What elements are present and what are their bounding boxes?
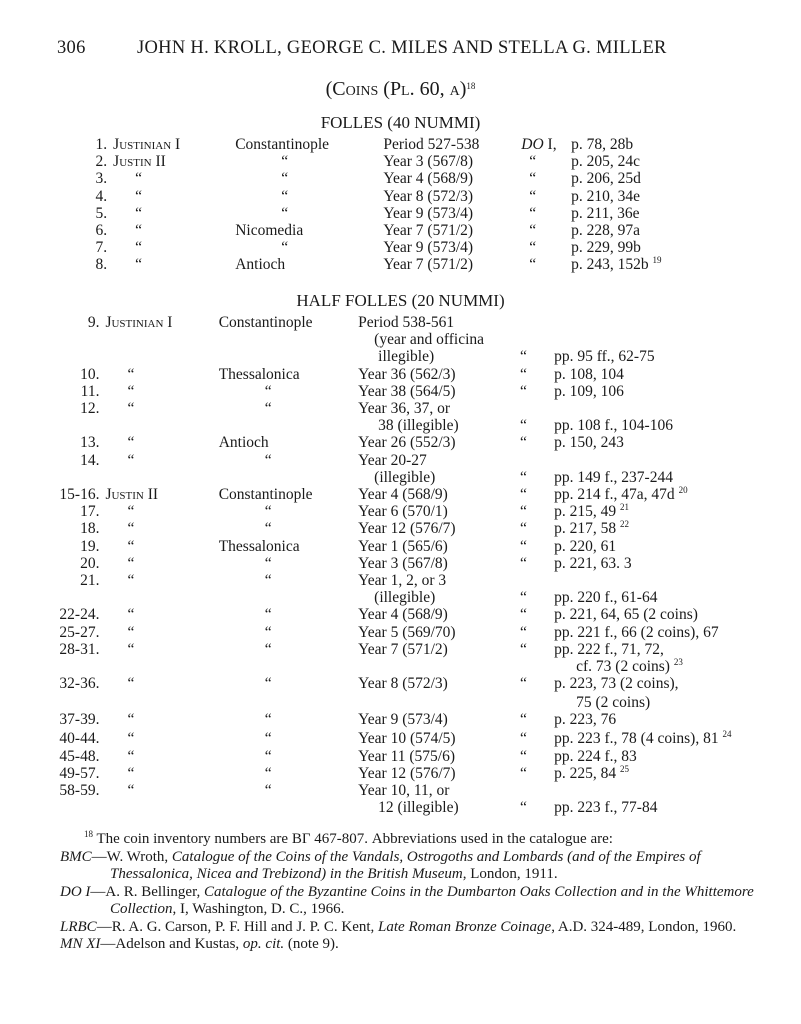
footnote-entry: DO I—A. R. Bellinger, Catalogue of the Byzantine Coins in the Dumbarton Oaks Collection and in the Whittemore Collection, I, Washington, D. C., 1966.: [60, 883, 754, 917]
date-cell: illegible): [378, 348, 435, 366]
page-cell: cf. 73 (2 coins) $^{23}$: [576, 657, 683, 676]
ruler-cell: “: [127, 747, 135, 765]
ruler-cell: [105, 799, 218, 816]
date-cell: Year 11 (575/6): [358, 747, 456, 765]
mint-cell: “: [264, 711, 272, 729]
date-cell: Year 20-27: [358, 451, 427, 469]
ruler-cell: “: [127, 606, 135, 624]
coin-number: 32-36.: [59, 675, 100, 693]
date-cell: Year 8 (572/3): [383, 187, 474, 205]
date-cell: Year 3 (567/8): [383, 153, 474, 171]
ruler-cell: “: [135, 239, 143, 257]
ruler-cell: “: [135, 222, 143, 240]
table-row: [0, 331, 801, 348]
date-cell: Year 4 (568/9): [358, 606, 448, 624]
mint-cell: “: [264, 554, 272, 572]
ruler-cell: “: [127, 730, 135, 748]
ruler-cell: “: [127, 537, 135, 555]
table-row: [0, 256, 801, 273]
page-cell: p. 108, 104: [554, 365, 624, 383]
mint-cell: “: [264, 382, 272, 400]
footnotes: [60, 831, 760, 954]
date-cell: Year 12 (576/7): [358, 764, 456, 782]
page-cell: [554, 572, 801, 589]
coin-number: 12.: [80, 400, 100, 418]
mint-cell: “: [281, 204, 289, 222]
date-cell: Year 10 (574/5): [358, 730, 456, 748]
reference-cell: “: [529, 187, 537, 205]
ruler-cell: “: [127, 520, 135, 538]
table-row: [0, 730, 801, 747]
abbreviation: BMC: [60, 848, 92, 865]
coin-number: 37-39.: [59, 711, 100, 729]
table-row: [0, 711, 801, 730]
page-cell: [554, 452, 801, 469]
footnote-ref: 25: [620, 763, 630, 774]
coin-number: 10.: [80, 365, 100, 383]
date-cell: Year 1, 2, or 3: [358, 572, 447, 590]
date-cell: Year 9 (573/4): [383, 204, 474, 222]
page-cell: p. 217, 58 $^{22}$: [554, 519, 630, 538]
page-cell: p. 220, 61: [554, 537, 617, 555]
reference-cell: “: [520, 365, 527, 383]
ruler-cell: “: [127, 675, 135, 693]
page-cell: [554, 314, 801, 331]
mint-cell: Thessalonica: [218, 365, 300, 383]
coin-number: 15-16.: [59, 486, 100, 504]
coin-number: 14.: [80, 451, 100, 469]
mint-cell: Antioch: [235, 256, 286, 274]
mint-cell: “: [264, 730, 272, 748]
table-row: [0, 641, 801, 658]
coin-number: 22-24.: [59, 606, 100, 624]
page-cell: p. 223, 76: [554, 711, 617, 729]
table-row: [0, 348, 801, 365]
coin-number: 4.: [95, 187, 108, 205]
mint-cell: [219, 348, 358, 365]
mint-cell: “: [264, 400, 272, 418]
coin-number: 25-27.: [59, 623, 100, 641]
mint-cell: “: [281, 187, 289, 205]
date-cell: Year 6 (570/1): [358, 503, 448, 521]
ruler-cell: “: [127, 434, 135, 452]
page-cell: p. 221, 63. 3: [554, 554, 632, 572]
coin-number: 49-57.: [59, 764, 100, 782]
coin-number: [0, 331, 105, 348]
reference-cell: [512, 331, 554, 348]
page-cell: p. 210, 34e: [571, 187, 641, 205]
page-cell: pp. 149 f., 237-244: [554, 468, 673, 486]
mint-cell: [219, 589, 358, 606]
table-row: [0, 417, 801, 434]
table-row: [0, 658, 801, 675]
reference-cell: “: [520, 554, 527, 572]
table-row: [0, 503, 801, 520]
reference-cell: “: [529, 153, 537, 171]
ruler-cell: “: [135, 204, 143, 222]
mint-cell: [219, 469, 358, 486]
footnote-ref: 19: [652, 255, 662, 266]
reference-cell: “: [520, 417, 527, 435]
coin-number: [0, 469, 105, 486]
table-row: [0, 188, 801, 205]
footnote-ref: 24: [722, 729, 732, 740]
reference-cell: “: [520, 623, 527, 641]
table-row: [0, 799, 801, 816]
ruler-cell: “: [127, 451, 135, 469]
reference-abbr: DO: [521, 136, 544, 153]
ruler-cell: “: [127, 365, 135, 383]
date-cell: Year 7 (571/2): [383, 222, 474, 240]
coin-number: 20.: [80, 554, 100, 572]
reference-cell: [512, 400, 554, 417]
reference-cell: “: [520, 640, 527, 658]
mint-cell: “: [264, 764, 272, 782]
page-cell: pp. 108 f., 104-106: [554, 417, 673, 435]
ruler-cell: [105, 694, 218, 711]
reference-cell: “: [520, 348, 527, 366]
table-row: [0, 469, 801, 486]
ruler-cell: [105, 348, 218, 365]
reference-cell: “: [520, 486, 527, 504]
mint-cell: “: [264, 747, 272, 765]
date-cell: Year 12 (576/7): [358, 520, 456, 538]
page-cell: pp. 220 f., 61-64: [554, 589, 658, 607]
table-row: [0, 452, 801, 469]
table-row: [0, 572, 801, 589]
page-cell: pp. 214 f., 47a, 47d $^{20}$: [554, 485, 688, 504]
footnote-ref: 22: [620, 519, 630, 530]
table-row: [0, 366, 801, 383]
date-cell: 38 (illegible): [378, 417, 459, 435]
date-cell: 12 (illegible): [378, 799, 459, 817]
ruler-cell: “: [127, 711, 135, 729]
date-cell: Year 4 (568/9): [383, 170, 474, 188]
table-row: [0, 434, 801, 451]
ruler-cell: “: [127, 572, 135, 590]
footnote-entries: [60, 849, 760, 954]
date-cell: Year 8 (572/3): [358, 675, 448, 693]
reference-cell: “: [529, 170, 537, 188]
reference-cell: “: [520, 711, 527, 729]
section-title-text: (Coins (Pl. 60, a): [325, 78, 467, 100]
coin-number: 17.: [80, 503, 100, 521]
ruler-cell: Justin II: [105, 486, 159, 504]
date-cell: Year 5 (569/70): [358, 623, 456, 641]
mint-cell: Thessalonica: [218, 537, 300, 555]
work-title: Catalogue of the Byzantine Coins in the Dumbarton Oaks Collection and in the Whittemore Collection: [110, 883, 754, 917]
reference-cell: “: [520, 730, 527, 748]
reference-cell: “: [520, 799, 527, 817]
reference-cell: “: [520, 520, 527, 538]
footnote-intro: $^{18}$ The coin inventory numbers are ΒΓ 467-807. Abbreviations used in the catalogue are:: [84, 829, 613, 847]
date-cell: Year 26 (552/3): [358, 434, 456, 452]
ruler-cell: Justin II: [113, 153, 166, 171]
mint-cell: “: [264, 782, 272, 800]
footnote-entry: BMC—W. Wroth, Catalogue of the Coins of the Vandals, Ostrogoths and Lombards (and of the Empires of Thessalonica, Nicea and Trebizond) in the British Museum, London, 1911.: [60, 848, 701, 882]
coin-number: 45-48.: [59, 747, 100, 765]
table-row: [0, 748, 801, 765]
coin-number: 40-44.: [59, 730, 100, 748]
page-cell: p. 228, 97a: [571, 222, 641, 240]
date-cell: Year 1 (565/6): [358, 537, 448, 555]
reference-cell: “: [529, 222, 537, 240]
page-cell: pp. 224 f., 83: [554, 747, 637, 765]
table-row: [0, 589, 801, 606]
table-row: [0, 153, 801, 170]
ruler-cell: [105, 331, 218, 348]
ruler-cell: [105, 417, 218, 434]
reference-cell: “: [520, 382, 527, 400]
coin-number: [0, 417, 105, 434]
table-row: [0, 222, 801, 239]
coin-number: [0, 589, 105, 606]
date-cell: Year 36 (562/3): [358, 365, 456, 383]
ruler-cell: “: [127, 400, 135, 418]
reference-cell: [512, 314, 554, 331]
mint-cell: Constantinople: [218, 486, 313, 504]
date-cell: Year 38 (564/5): [358, 382, 456, 400]
table-row: [0, 400, 801, 417]
mint-cell: “: [281, 239, 289, 257]
table-row: [0, 555, 801, 572]
mint-cell: [219, 331, 358, 348]
page-cell: pp. 223 f., 78 (4 coins), 81 $^{24}$: [554, 729, 732, 748]
reference-cell: “: [520, 434, 527, 452]
reference-cell: “: [520, 606, 527, 624]
reference-cell: [512, 782, 554, 799]
page-cell: pp. 223 f., 77-84: [554, 799, 658, 817]
ruler-cell: “: [127, 382, 135, 400]
page-cell: pp. 221 f., 66 (2 coins), 67: [554, 623, 719, 641]
mint-cell: [219, 799, 358, 816]
date-cell: Year 3 (567/8): [358, 554, 448, 572]
date-cell: Year 9 (573/4): [358, 711, 448, 729]
half-folles-heading: HALF FOLLES (20 NUMMI): [296, 291, 505, 310]
page-cell: p. 221, 64, 65 (2 coins): [554, 606, 698, 624]
table-row: [0, 383, 801, 400]
table-row: [0, 170, 801, 187]
reference-cell: “: [529, 204, 537, 222]
running-head: JOHN H. KROLL, GEORGE C. MILES AND STELLA G. MILLER: [137, 38, 667, 58]
page-number: 306: [57, 38, 86, 58]
date-cell: (illegible): [374, 468, 436, 486]
coin-number: 28-31.: [59, 640, 100, 658]
ruler-cell: [105, 469, 218, 486]
page-cell: p. 205, 24c: [571, 153, 641, 171]
table-row: [0, 205, 801, 222]
table-row: [0, 694, 801, 711]
mint-cell: Constantinople: [218, 314, 313, 331]
table-row: [0, 765, 801, 782]
date-cell: [358, 658, 512, 675]
work-title: Late Roman Bronze Coinage: [378, 918, 552, 935]
folles-table: [0, 136, 801, 274]
mint-cell: “: [264, 520, 272, 538]
ruler-cell: “: [127, 623, 135, 641]
table-row: [0, 675, 801, 694]
table-row: [0, 624, 801, 641]
reference-cell: “: [520, 503, 527, 521]
page-cell: p. 211, 36e: [571, 204, 640, 222]
reference-cell: “: [529, 239, 537, 257]
coin-number: 6.: [95, 222, 108, 240]
page-cell: p. 109, 106: [554, 382, 624, 400]
table-row: [0, 520, 801, 537]
ruler-cell: [105, 658, 218, 675]
coin-number: 5.: [95, 204, 108, 222]
page-cell: p. 223, 73 (2 coins),: [554, 675, 679, 693]
page-cell: p. 243, 152b $^{19}$: [571, 255, 662, 274]
page-cell: 75 (2 coins): [576, 694, 651, 712]
ruler-cell: “: [127, 640, 135, 658]
coin-number: 19.: [80, 537, 100, 555]
mint-cell: “: [264, 503, 272, 521]
abbreviation: MN XI: [60, 936, 101, 952]
coin-number: [0, 658, 105, 675]
reference-cell: [512, 658, 554, 675]
footnote-entry: LRBC—R. A. G. Carson, P. F. Hill and J. P. C. Kent, Late Roman Bronze Coinage, A.D. 324-489, London, 1960.: [60, 918, 737, 935]
date-cell: Period 527-538: [383, 136, 480, 153]
table-row: [0, 486, 801, 503]
date-cell: Year 9 (573/4): [383, 239, 474, 257]
mint-cell: [219, 417, 358, 434]
coin-number: 21.: [80, 572, 100, 590]
reference-cell: “: [520, 675, 527, 693]
table-row: [0, 606, 801, 623]
section-title: [0, 78, 801, 101]
coin-number: 7.: [95, 239, 108, 257]
coin-number: 1.: [95, 136, 108, 153]
reference-cell: [512, 694, 554, 711]
coin-number: 11.: [80, 382, 100, 400]
work-title: op. cit.: [242, 936, 285, 952]
page-cell: p. 229, 99b: [571, 239, 641, 257]
coin-number: 2.: [95, 153, 108, 171]
table-row: [0, 136, 801, 153]
mint-cell: [219, 658, 358, 675]
mint-cell: “: [264, 606, 272, 624]
page-cell: [554, 782, 801, 799]
ruler-cell: “: [127, 782, 135, 800]
table-row: [0, 239, 801, 256]
date-cell: Year 4 (568/9): [358, 486, 448, 504]
page-cell: p. 206, 25d: [571, 170, 641, 188]
mint-cell: Constantinople: [235, 136, 330, 153]
mint-cell: “: [281, 153, 289, 171]
page-cell: p. 150, 243: [554, 434, 624, 452]
page-cell: p. 225, 84 $^{25}$: [554, 763, 630, 782]
half-folles-table: [0, 314, 801, 816]
page-cell: pp. 222 f., 71, 72,: [554, 640, 664, 658]
work-title: Catalogue of the Coins of the Vandals, Ostrogoths and Lombards (and of the Empires of Thessalonica, Nicea and Trebizond) in the British Museum: [110, 848, 701, 882]
reference-cell: “: [520, 747, 527, 765]
date-cell: (illegible): [374, 589, 436, 607]
date-cell: Year 36, 37, or: [358, 400, 451, 418]
ruler-cell: “: [135, 170, 143, 188]
footnote-ref: 20: [678, 485, 688, 496]
ruler-cell: Justinian I: [113, 136, 181, 153]
coin-number: 18.: [80, 520, 100, 538]
table-row: [0, 538, 801, 555]
reference-cell: “: [520, 537, 527, 555]
coin-number: 8.: [95, 256, 108, 274]
reference-cell: “: [520, 764, 527, 782]
coin-number: 13.: [80, 434, 100, 452]
mint-cell: “: [264, 572, 272, 590]
coin-number: 3.: [95, 170, 108, 188]
coin-number: 9.: [87, 314, 100, 331]
page-cell: p. 215, 49 $^{21}$: [554, 502, 630, 521]
ruler-cell: “: [135, 187, 143, 205]
abbreviation: LRBC: [60, 918, 97, 935]
coin-number: [0, 799, 105, 816]
coin-number: 58-59.: [59, 782, 100, 800]
mint-cell: “: [264, 675, 272, 693]
folles-heading: FOLLES (40 NUMMI): [320, 113, 481, 132]
coin-number: [0, 348, 105, 365]
date-cell: Period 538-561: [358, 314, 455, 331]
mint-cell: “: [264, 623, 272, 641]
mint-cell: [219, 694, 358, 711]
table-row: [0, 782, 801, 799]
reference-cell: “: [520, 468, 527, 486]
ruler-cell: “: [127, 554, 135, 572]
coin-number: [0, 694, 105, 711]
abbreviation: DO I: [60, 883, 91, 900]
ruler-cell: “: [127, 764, 135, 782]
page-cell: p. 78, 28b: [571, 136, 634, 153]
reference-cell: DO I,: [521, 136, 557, 153]
reference-cell: [512, 452, 554, 469]
reference-cell: “: [529, 256, 537, 274]
date-cell: Year 10, 11, or: [358, 782, 450, 800]
ruler-cell: Justinian I: [105, 314, 173, 331]
footnote-ref: 18: [466, 81, 476, 91]
footnote-ref: 21: [620, 502, 630, 513]
mint-cell: “: [264, 640, 272, 658]
ruler-cell: “: [135, 256, 143, 274]
date-cell: Year 7 (571/2): [358, 640, 448, 658]
page-cell: [554, 400, 801, 417]
page-cell: pp. 95 ff., 62-75: [554, 348, 655, 366]
footnote-entry: MN XI—Adelson and Kustas, op. cit. (note 9).: [60, 936, 339, 952]
date-cell: (year and officina: [374, 331, 485, 349]
ruler-cell: “: [127, 503, 135, 521]
reference-cell: [512, 572, 554, 589]
mint-cell: “: [281, 170, 289, 188]
mint-cell: Antioch: [218, 434, 269, 452]
reference-cell: “: [520, 589, 527, 607]
mint-cell: “: [264, 451, 272, 469]
ruler-cell: [105, 589, 218, 606]
date-cell: [358, 694, 512, 711]
date-cell: Year 7 (571/2): [383, 256, 474, 274]
footnote-ref: 23: [673, 657, 683, 668]
mint-cell: Nicomedia: [235, 222, 304, 240]
table-row: [0, 314, 801, 331]
page-cell: [554, 331, 801, 348]
